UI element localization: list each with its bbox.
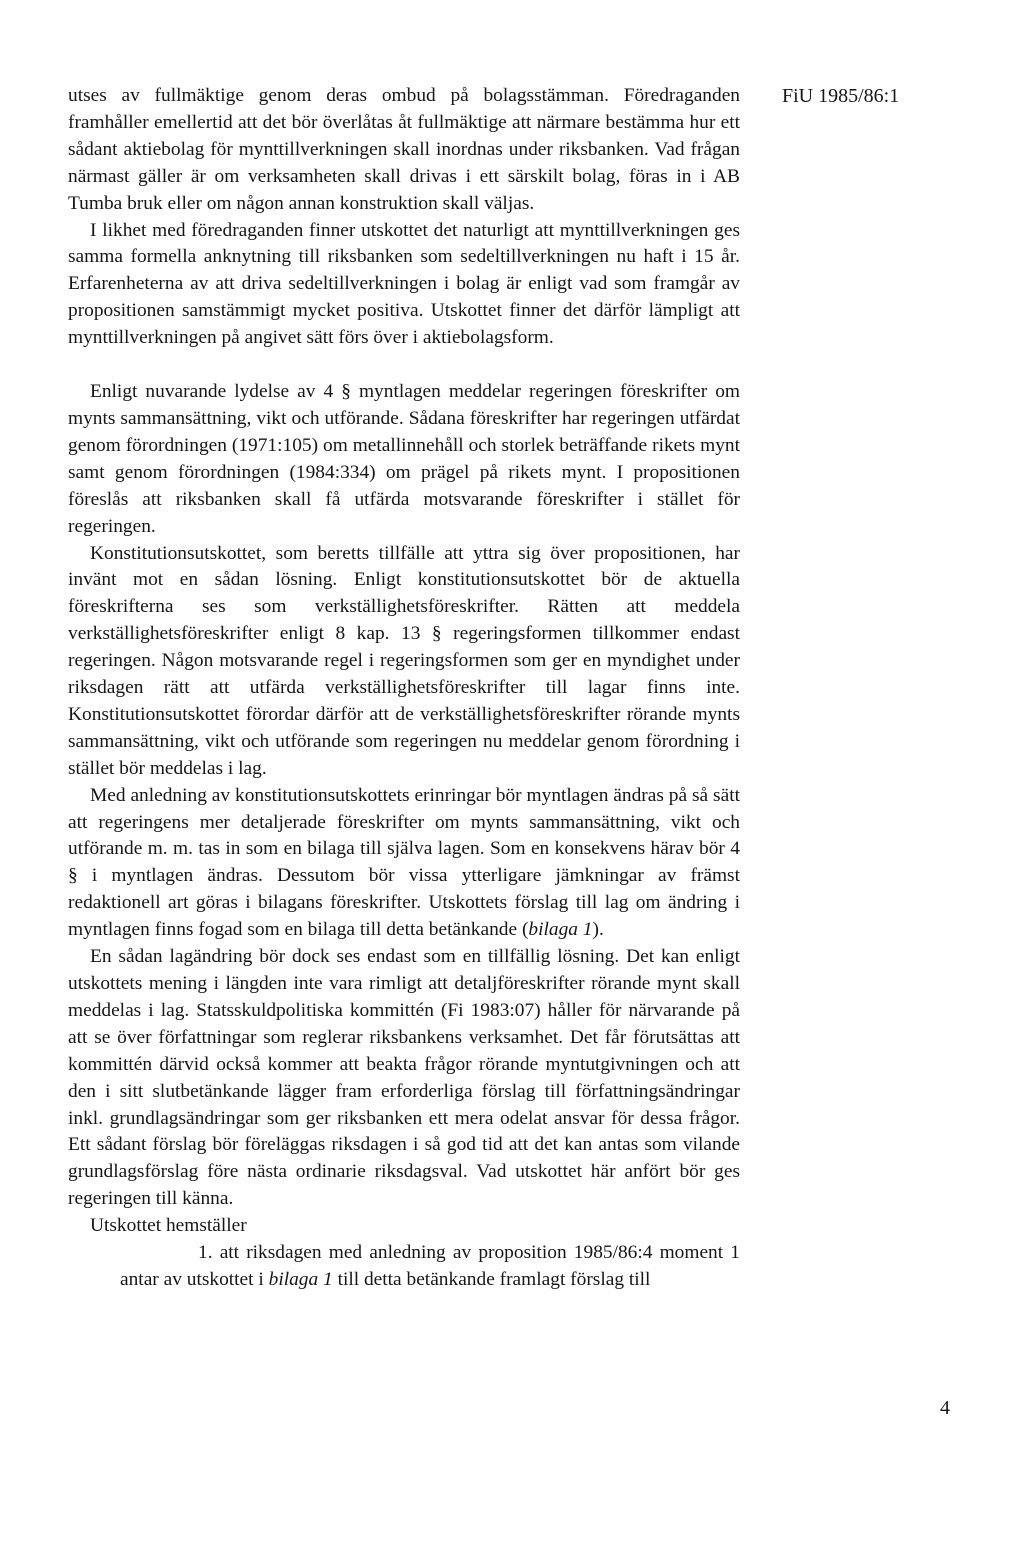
page-number: 4 xyxy=(940,1397,950,1419)
paragraph-3: Enligt nuvarande lydelse av 4 § myntlagen meddelar regeringen föreskrifter om mynts sammansättning, vikt och utförande. Sådana föreskrifter har regeringen utfärdat genom förordningen (1971:105) om metallinnehåll och storlek beträffande rikets mynt samt genom förordningen (1984:334) om prägel på rikets mynt. I propositionen föreslås att riksbanken skall få utfärda motsvarande föreskrifter i stället för regeringen. xyxy=(68,381,740,537)
list-item-1-text-after: till detta betänkande framlagt förslag till xyxy=(332,1268,651,1290)
paragraph-1: utses av fullmäktige genom deras ombud på bolagsstämman. Föredraganden framhåller emellertid att det bör överlåtas åt fullmäktige att närmare bestämma hur ett sådant aktiebolag för mynttillverkningen skall inordnas under riksbanken. Vad frågan närmast gäller är om verksamheten skall drivas i ett särskilt bolag, föras in i AB Tumba bruk eller om någon annan konstruktion skall väljas. xyxy=(68,85,740,214)
paragraph-4: Konstitutionsutskottet, som beretts tillfälle att yttra sig över propositionen, har invänt mot en sådan lösning. Enligt konstitutionsutskottet bör de aktuella föreskrifterna ses som verkställighetsföreskrifter. Rätten att meddela verkställighetsföreskrifter enligt 8 kap. 13 § regeringsformen tillkommer endast regeringen. Någon motsvarande regel i regeringsformen som ger en myndighet under riksdagen rätt att utfärda verkställighetsföreskrifter till lagar finns inte. Konstitutionsutskottet förordar därför att de verkställighetsföreskrifter rörande mynts sammansättning, vikt och utförande som regeringen nu meddelar genom förordning i stället bör meddelas i lag. xyxy=(68,542,740,779)
list-item-1-bilaga-ref: bilaga 1 xyxy=(268,1268,333,1290)
list-item-1-text-before: 1. att riksdagen med anledning av proposition 1985/86:4 moment 1 antar av utskottet i xyxy=(120,1242,740,1290)
paragraph-5-text: Med anledning av konstitutionsutskottets erinringar bör myntlagen ändras på så sätt att regeringens mer detaljerade föreskrifter om mynts sammansättning, vikt och utförande m. m. tas in som en bilaga till själva lagen. Som en konsekvens härav bör 4 § i myntlagen ändras. Dessutom bör vissa ytterligare jämkningar av främst redaktionell art göras i bilagans föreskrifter. Utskottets förslag till lag om ändring i myntlagen finns fogad som en bilaga till detta betänkande xyxy=(68,784,740,941)
paragraph-5-ref-close: ). xyxy=(592,919,604,941)
paragraph-7-heading: Utskottet hemställer xyxy=(90,1215,247,1237)
paragraph-2: I likhet med föredraganden finner utskottet det naturligt att mynttillverkningen ges samma formella anknytning till riksbanken som sedeltillverkningen nu haft i 15 år. Erfarenheterna av att driva sedeltillverkningen i bolag är enligt vad som framgår av propositionen samstämmigt mycket positiva. Utskottet finner det därför lämpligt att mynttillverkningen på angivet sätt förs över i aktiebolagsform. xyxy=(68,219,740,349)
paragraph-5-bilaga-ref: bilaga 1 xyxy=(528,919,593,941)
document-reference: FiU 1985/86:1 xyxy=(782,85,900,107)
paragraph-5 xyxy=(68,783,740,944)
body-text xyxy=(68,83,740,1294)
list-item-1 xyxy=(68,1240,740,1294)
paragraph-6: En sådan lagändring bör dock ses endast som en tillfällig lösning. Det kan enligt utskottets mening i längden inte vara rimligt att detaljföreskrifter rörande mynt skall meddelas i lag. Statsskuldpolitiska kommittén (Fi 1983:07) håller för närvarande på att se över författningar som reglerar riksbankens verksamhet. Det får förutsättas att kommittén därvid också kommer att beakta frågor rörande myntutgivningen och att den i sitt slutbetänkande lägger fram erforderliga förslag till författningsändringar inkl. grundlagsändringar som ger riksbanken ett mera odelat ansvar för dessa frågor. Ett sådant förslag bör föreläggas riksdagen i så god tid att det kan antas som vilande grundlagsförslag före nästa ordinarie riksdagsval. Vad utskottet här anfört bör ges regeringen till känna. xyxy=(68,946,740,1210)
paragraph-5-ref-open: ( xyxy=(517,919,529,941)
